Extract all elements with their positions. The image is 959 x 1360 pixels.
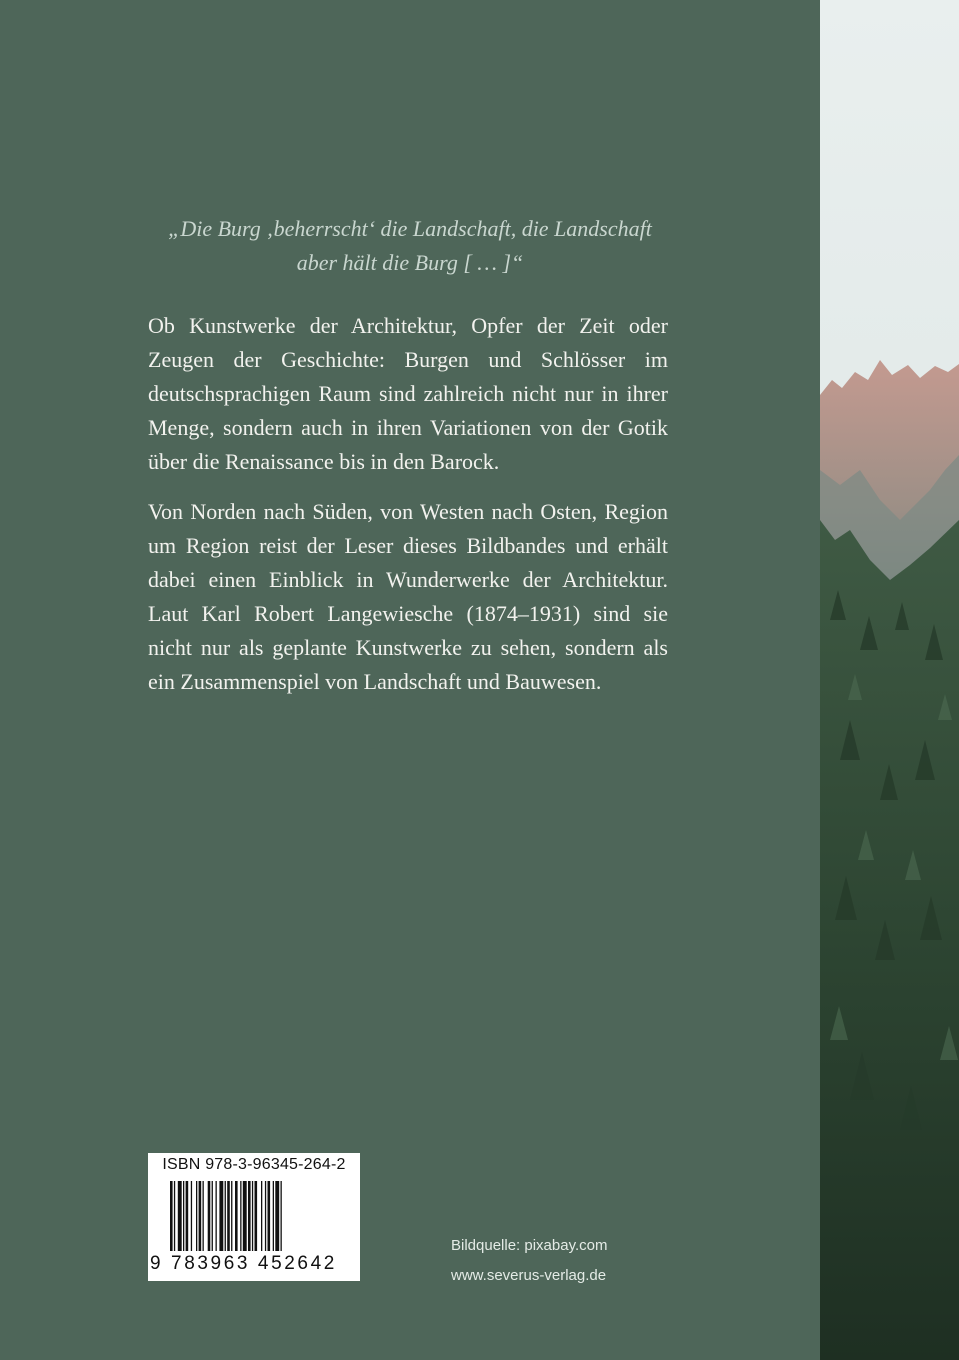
paragraph-description: Von Norden nach Süden, von Westen nach Osten, Region um Region reist der Leser dieses Bildbandes und erhält dabei einen Einblick in Wunderwerke der Architektur. Laut Karl Robert Langewiesche (1874–1931) sind sie nicht nur als geplante Kunstwerke zu sehen, sondern als ein Zusammenspiel von Landschaft und Bauwesen. <box>148 499 668 694</box>
barcode-bars <box>170 1181 338 1251</box>
landscape-photo <box>820 0 959 1360</box>
quote-line-2: aber hält die Burg [ … ]“ <box>296 250 524 275</box>
quote <box>150 212 670 280</box>
isbn-label: ISBN 978-3-96345-264-2 <box>162 1156 346 1173</box>
ean-digits: 9 783963 452642 <box>150 1253 337 1274</box>
isbn-barcode <box>148 1153 360 1281</box>
quote-line-1: „Die Burg ‚beherrscht‘ die Landschaft, die Landschaft <box>168 216 652 241</box>
paragraph-intro: Ob Kunstwerke der Architektur, Opfer der Zeit oder Zeugen der Geschichte: Burgen und Schlösser im deutschsprachigen Raum sind zahlreich nicht nur in ihrer Menge, sondern auch in ihren Variationen von der Gotik über die Renaissance bis in den Barock. <box>148 313 668 474</box>
publisher-website: www.severus-verlag.de <box>451 1267 607 1284</box>
image-source-credit: Bildquelle: pixabay.com <box>451 1237 608 1254</box>
